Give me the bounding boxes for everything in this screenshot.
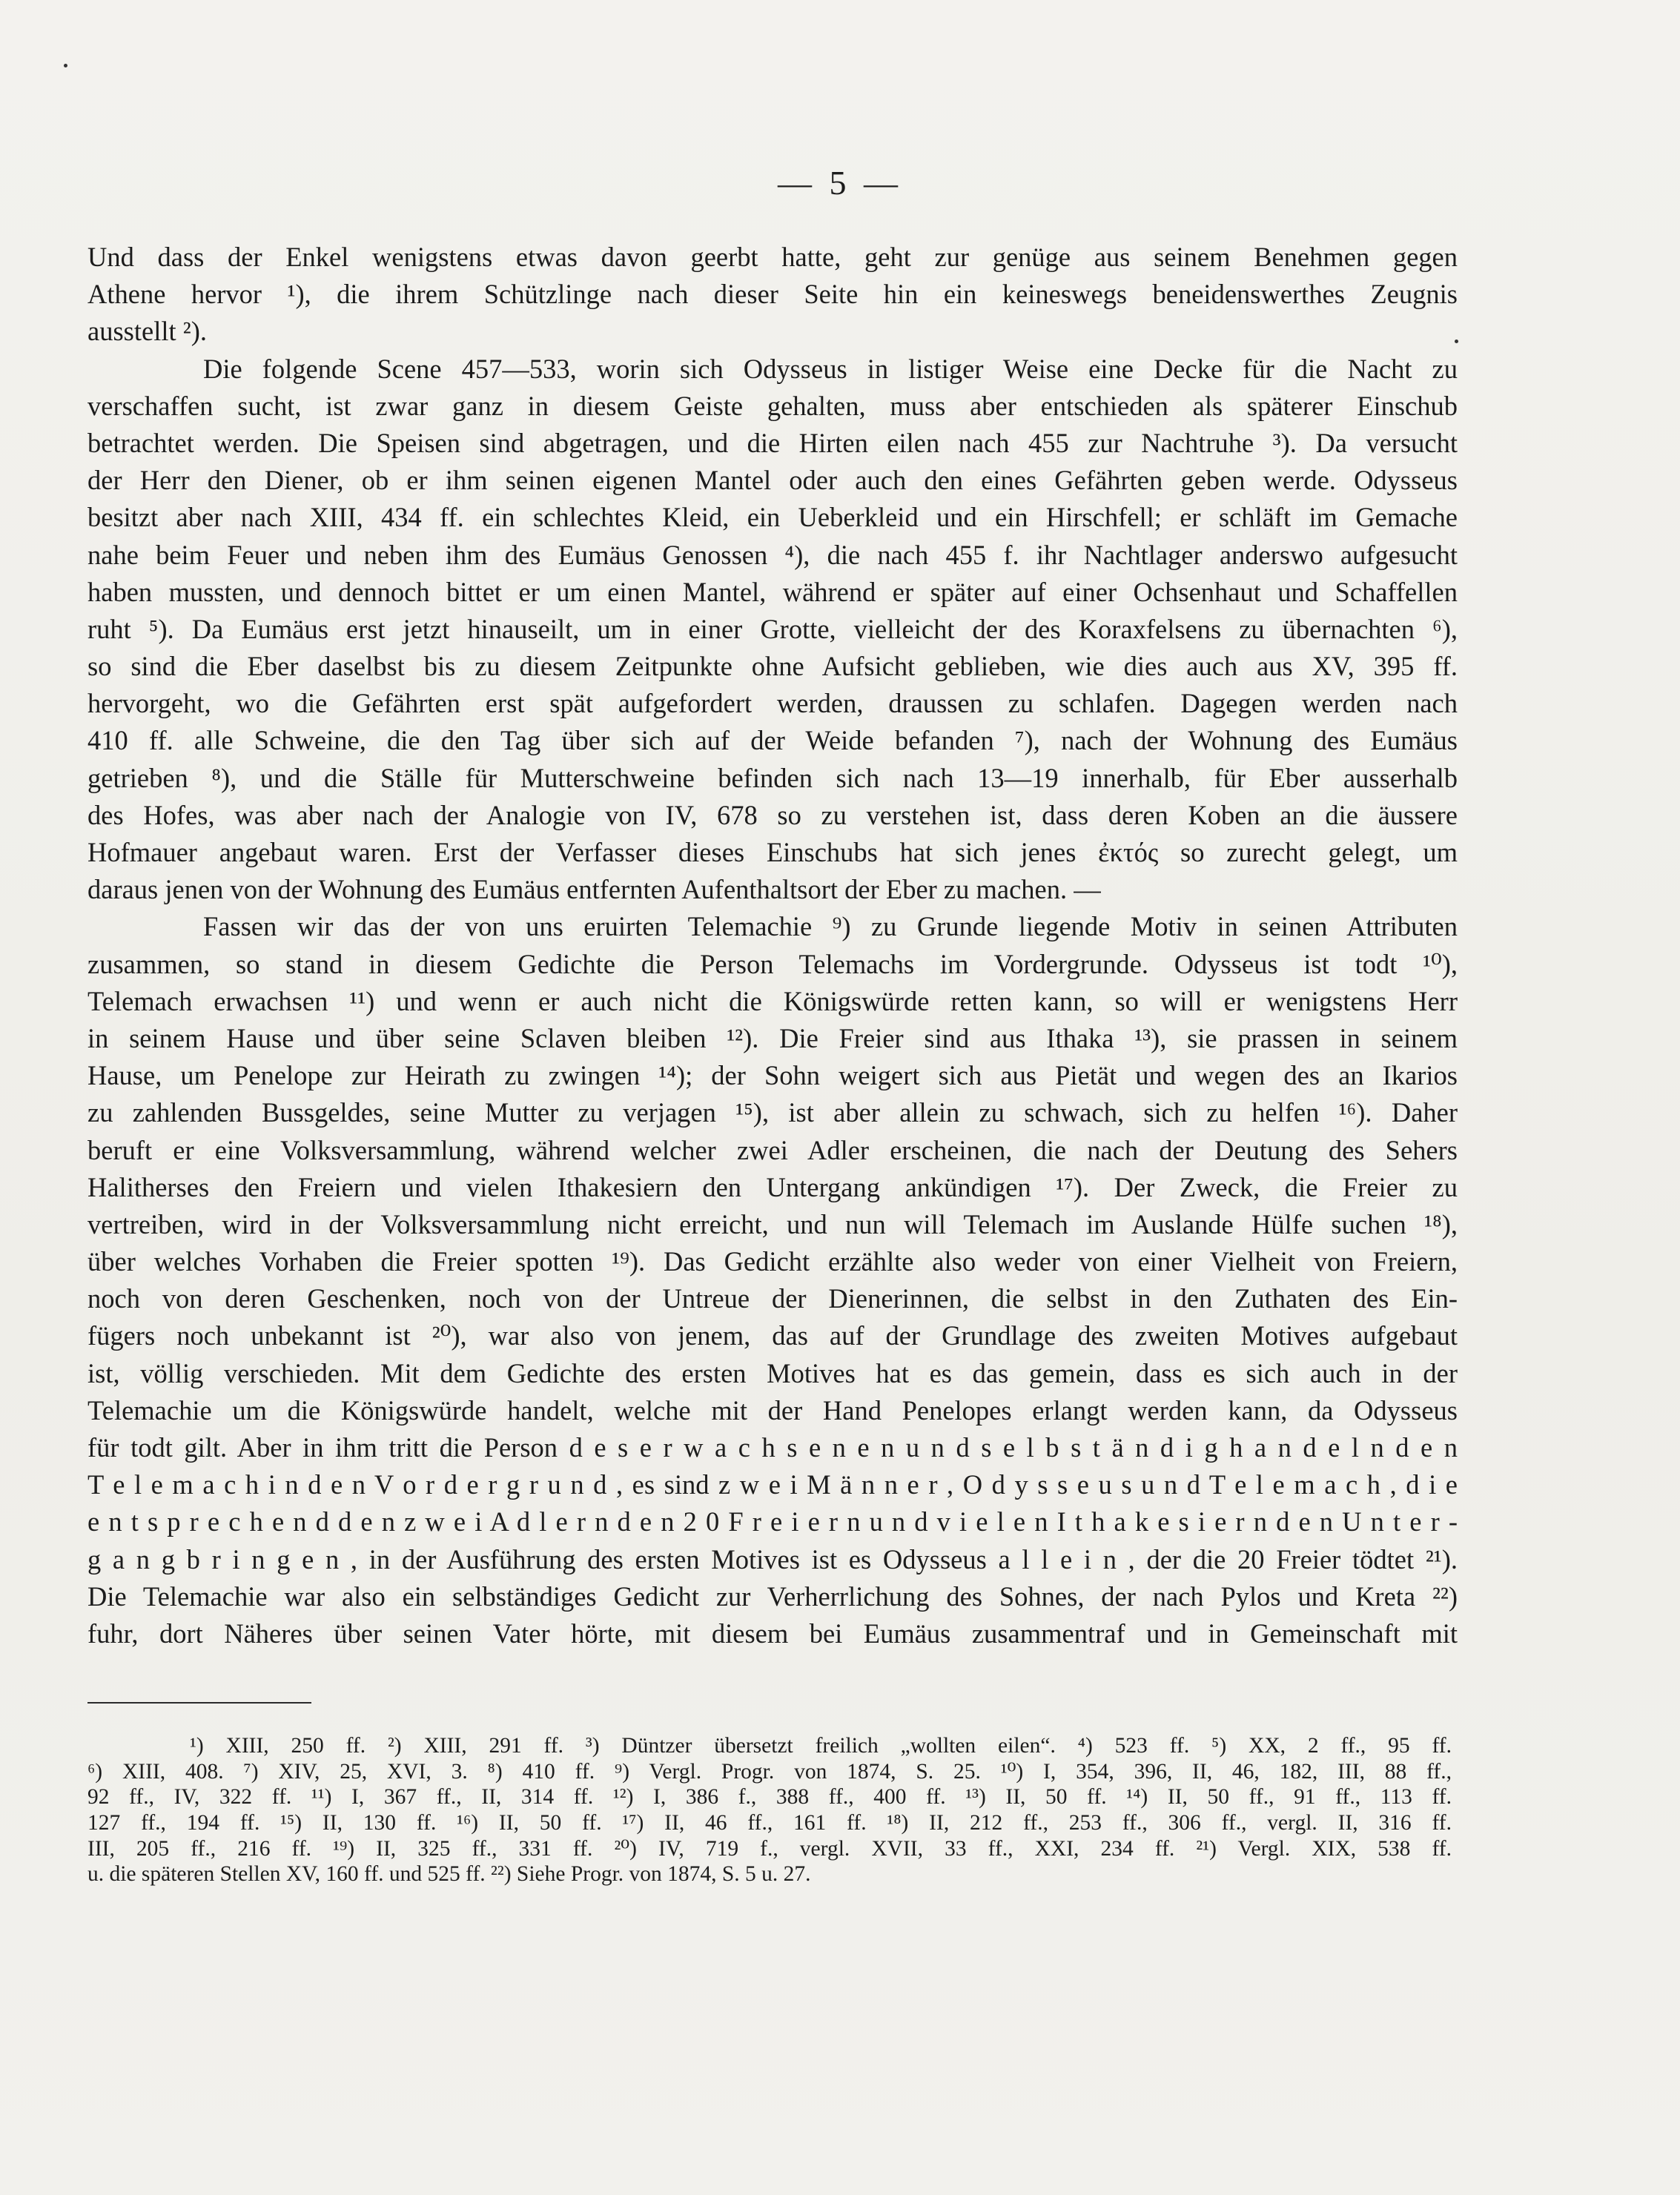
text-line: haben mussten, und dennoch bittet er um einen Mantel, während er später auf einer Ochsenhaut und Schaffellen: [87, 576, 1458, 607]
text-line: Und dass der Enkel wenigstens etwas davon geerbt hatte, geht zur genüge aus seinem Benehmen gegen: [87, 242, 1458, 272]
text-line: des Hofes, was aber nach der Analogie von IV, 678 so zu verstehen ist, dass deren Koben an die äussere: [87, 799, 1458, 830]
text-line: so sind die Eber daselbst bis zu diesem Zeitpunkte ohne Aufsicht geblieben, wie dies auch aus XV, 395 ff.: [87, 651, 1458, 682]
text-line: 410 ff. alle Schweine, die den Tag über sich auf der Weide befanden ⁷), nach der Wohnung des Eumäus: [87, 725, 1458, 756]
footnote-divider: [87, 1702, 311, 1704]
footnote-line: 92 ff., IV, 322 ff. ¹¹) I, 367 ff., II, 314 ff. ¹²) I, 386 f., 388 ff., 400 ff. ¹³) II, 50 ff. ¹⁴) II, 50 ff., 91 ff., 113 ff.: [87, 1785, 1452, 1810]
text-line: für todt gilt. Aber in ihm tritt die Person d e s e r w a c h s e n e n u n d s e l b s t ä n d i g h a n d e l n d e n: [87, 1432, 1458, 1463]
footnote-line: ⁶) XIII, 408. ⁷) XIV, 25, XVI, 3. ⁸) 410 ff. ⁹) Vergl. Progr. von 1874, S. 25. ¹⁰) I, 354, 396, II, 46, 182, III, 88 ff.,: [87, 1759, 1452, 1784]
text-line: Telemach erwachsen ¹¹) und wenn er auch nicht die Königswürde retten kann, so will er wenigstens Herr: [87, 985, 1458, 1016]
text-line: Hofmauer angebaut waren. Erst der Verfasser dieses Einschubs hat sich jenes ἐκτός so zurecht gelegt, um: [87, 837, 1458, 867]
text-line: verschaffen sucht, ist zwar ganz in diesem Geiste gehalten, muss aber entschieden als späterer Einschub: [87, 390, 1458, 421]
text-line: Athene hervor ¹), die ihrem Schützlinge nach dieser Seite hin ein keineswegs beneidenswerthes Zeugnis: [87, 279, 1458, 310]
text-line: über welches Vorhaben die Freier spotten ¹⁹). Das Gedicht erzählte also weder von einer Vielheit von Freiern,: [87, 1246, 1458, 1277]
text-line: noch von deren Geschenken, noch von der Untreue der Dienerinnen, die selbst in den Zuthaten des Ein-: [87, 1283, 1458, 1314]
text-line: zu zahlenden Bussgeldes, seine Mutter zu verjagen ¹⁵), ist aber allein zu schwach, sich zu helfen ¹⁶). Daher: [87, 1097, 1458, 1128]
footnote-line: 127 ff., 194 ff. ¹⁵) II, 130 ff. ¹⁶) II, 50 ff. ¹⁷) II, 46 ff., 161 ff. ¹⁸) II, 212 ff., 253 ff., 306 ff., vergl. II, 316 ff.: [87, 1811, 1452, 1835]
footnotes: [87, 1733, 1452, 1887]
text-line: ist, völlig verschieden. Mit dem Gedichte des ersten Motives hat es das gemein, dass es sich auch in der: [87, 1357, 1458, 1388]
page-number: — 5 —: [778, 164, 902, 202]
text-line: vertreiben, wird in der Volksversammlung nicht erreicht, und nun will Telemach im Auslande Hülfe suchen ¹⁸),: [87, 1208, 1458, 1239]
paper-speck: [64, 64, 67, 67]
text-line: zusammen, so stand in diesem Gedichte die Person Telemachs im Vordergrunde. Odysseus ist todt ¹⁰),: [87, 948, 1458, 979]
text-line: in seinem Hause und über seine Sclaven bleiben ¹²). Die Freier sind aus Ithaka ¹³), sie prassen in seinem: [87, 1022, 1458, 1053]
text-line: nahe beim Feuer und neben ihm des Eumäus Genossen ⁴), die nach 455 f. ihr Nachtlager anderswo aufgesucht: [87, 539, 1458, 570]
text-line: Telemachie um die Königswürde handelt, welche mit der Hand Penelopes erlangt werden kann, da Odysseus: [87, 1394, 1458, 1426]
paper-speck: [1455, 340, 1458, 343]
text-line: betrachtet werden. Die Speisen sind abgetragen, und die Hirten eilen nach 455 zur Nachtruhe ³). Da versucht: [87, 427, 1458, 458]
text-line: daraus jenen von der Wohnung des Eumäus entfernten Aufenthaltsort der Eber zu machen. —: [87, 874, 1101, 905]
text-line: Hause, um Penelope zur Heirath zu zwingen ¹⁴); der Sohn weigert sich aus Pietät und wegen des an Ikarios: [87, 1060, 1458, 1091]
text-line: ausstellt ²).: [87, 316, 207, 347]
text-line: Halitherses den Freiern und vielen Ithakesiern den Untergang ankündigen ¹⁷). Der Zweck, die Freier zu: [87, 1171, 1458, 1202]
footnote-line: III, 205 ff., 216 ff. ¹⁹) II, 325 ff., 331 ff. ²⁰) IV, 719 f., vergl. XVII, 33 ff., XXI, 234 ff. ²¹) Vergl. XIX, 538 ff.: [87, 1836, 1452, 1861]
text-line: ruht ⁵). Da Eumäus erst jetzt hinauseilt, um in einer Grotte, vielleicht der des Koraxfelsens zu übernachten ⁶),: [87, 613, 1458, 644]
text-line: Die folgende Scene 457—533, worin sich Odysseus in listiger Weise eine Decke für die Nacht zu: [203, 353, 1458, 384]
text-line: hervorgeht, wo die Gefährten erst spät aufgefordert werden, draussen zu schlafen. Dagegen werden nach: [87, 688, 1458, 719]
text-line: der Herr den Diener, ob er ihm seinen eigenen Mantel oder auch den eines Gefährten geben werde. Odysseus: [87, 465, 1458, 496]
text-line: fügers noch unbekannt ist ²⁰), war also von jenem, das auf der Grundlage des zweiten Motives aufgebaut: [87, 1320, 1458, 1351]
text-line: Fassen wir das der von uns eruirten Telemachie ⁹) zu Grunde liegende Motiv in seinen Attributen: [203, 911, 1458, 942]
text-line: getrieben ⁸), und die Ställe für Mutterschweine befinden sich nach 13—19 innerhalb, für Eber ausserhalb: [87, 762, 1458, 793]
text-line: g a n g b r i n g e n , in der Ausführung des ersten Motives ist es Odysseus a l l e i n , der die 20 Freier tödtet ²¹).: [87, 1543, 1458, 1575]
text-line: e n t s p r e c h e n d d e n z w e i A d l e r n d e n 2 0 F r e i e r n u n d v i e l e n I t h a k e s i e r n d e n U n t e r -: [87, 1506, 1458, 1537]
footnote-line: ¹) XIII, 250 ff. ²) XIII, 291 ff. ³) Düntzer übersetzt freilich „wollten eilen“. ⁴) 523 ff. ⁵) XX, 2 ff., 95 ff.: [190, 1734, 1452, 1758]
text-line: T e l e m a c h i n d e n V o r d e r g r u n d , es sind z w e i M ä n n e r , O d y s s e u s u n d T e l e m a c h , d i e: [87, 1469, 1458, 1500]
main-text: [87, 239, 1458, 1652]
text-line: besitzt aber nach XIII, 434 ff. ein schlechtes Kleid, ein Ueberkleid und ein Hirschfell; er schläft im Gemache: [87, 502, 1458, 533]
text-line: beruft er eine Volksversammlung, während welcher zwei Adler erscheinen, die nach der Deutung des Sehers: [87, 1134, 1458, 1165]
text-line: Die Telemachie war also ein selbständiges Gedicht zur Verherrlichung des Sohnes, der nach Pylos und Kreta ²²): [87, 1580, 1458, 1612]
text-line: fuhr, dort Näheres über seinen Vater hörte, mit diesem bei Eumäus zusammentraf und in Gemeinschaft mit: [87, 1618, 1458, 1649]
footnote-line: u. die späteren Stellen XV, 160 ff. und 525 ff. ²²) Siehe Progr. von 1874, S. 5 u. 27.: [87, 1862, 811, 1887]
